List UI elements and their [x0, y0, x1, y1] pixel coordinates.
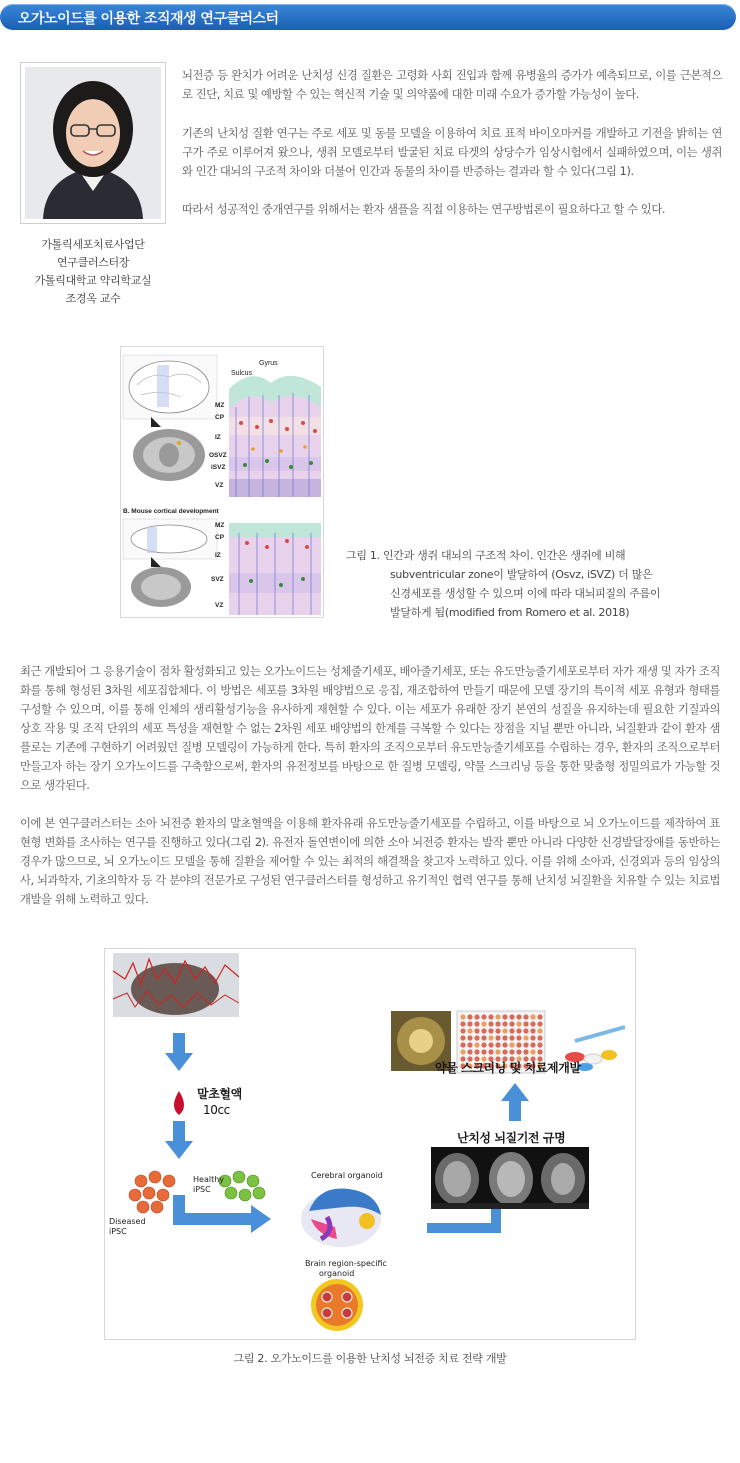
region-organoid-label-2: organoid: [319, 1269, 355, 1278]
figure-1-caption: [346, 546, 726, 622]
plate-well: [502, 1028, 507, 1033]
plate-well: [467, 1021, 472, 1026]
plate-well: [460, 1035, 465, 1040]
plate-well: [523, 1049, 528, 1054]
page-title: 오가노이드를 이용한 조직재생 연구클러스터: [18, 11, 279, 27]
plate-well: [474, 1042, 479, 1047]
blood-label: 말초혈액: [197, 1087, 242, 1101]
plate-well: [509, 1028, 514, 1033]
plate-well: [460, 1028, 465, 1033]
title-bar: [0, 4, 736, 30]
plate-well: [523, 1042, 528, 1047]
plate-well: [509, 1042, 514, 1047]
plate-well: [474, 1035, 479, 1040]
plate-well: [516, 1014, 521, 1019]
plate-well: [530, 1042, 535, 1047]
healthy-ipsc-label: iPSC: [193, 1185, 211, 1194]
layer-label: CP: [215, 534, 225, 541]
plate-well: [530, 1049, 535, 1054]
plate-well: [516, 1042, 521, 1047]
plate-well: [502, 1035, 507, 1040]
professor-photo: [20, 62, 166, 224]
healthy-label: Healthy: [193, 1175, 225, 1184]
layer-label: IZ: [215, 552, 221, 559]
plate-well: [488, 1028, 493, 1033]
plate-well: [467, 1014, 472, 1019]
plate-well: [495, 1021, 500, 1026]
plate-well: [481, 1049, 486, 1054]
plate-well: [495, 1028, 500, 1033]
plate-well: [530, 1021, 535, 1026]
plate-well: [509, 1021, 514, 1026]
plate-well: [502, 1021, 507, 1026]
person-dept: 가톨릭대학교 약리학교실: [34, 274, 152, 287]
plate-well: [488, 1021, 493, 1026]
body-paragraph-2: 이에 본 연구클러스터는 소아 뇌전증 환자의 말초혈액을 이용해 환자유래 유도만능줄기세포를 수립하고, 이를 바탕으로 뇌 오가노이드를 제작하여 표현형 변화를 조사하는 연구를 진행하고 있다(그림 2). 유전자 돌연변이에 의한 소아 뇌전증 환자는 발작 뿐만 아니라 다양한 신경발달장애를 동반하는 경우가 많으므로, 뇌 오가노이드 모델을 통해 질환을 제어할 수 있는 최적의 해결책을 찾고자 노력하고 있다. 이를 위해 소아과, 신경외과 등의 임상의사, 뇌과학자, 기초의학자 등 각 분야의 전문가로 구성된 연구클러스터를 형성하고 유기적인 협력 연구를 통해 난치성 뇌질환을 치유할 수 있는 치료법 개발을 위해 노력하고 있다.: [20, 817, 720, 906]
plate-well: [488, 1049, 493, 1054]
person-role: 연구클러스터장: [56, 256, 130, 269]
plate-well: [530, 1028, 535, 1033]
plate-well: [537, 1042, 542, 1047]
plate-well: [488, 1042, 493, 1047]
plate-well: [530, 1014, 535, 1019]
plate-well: [523, 1014, 528, 1019]
plate-well: [523, 1028, 528, 1033]
plate-well: [481, 1014, 486, 1019]
figure-1-image: [120, 346, 324, 618]
person-name: 조경옥 교수: [65, 292, 121, 305]
layer-label: OSVZ: [209, 452, 227, 459]
plate-well: [502, 1042, 507, 1047]
plate-well: [460, 1042, 465, 1047]
figure-2-caption: 그림 2. 오가노이드를 이용한 난치성 뇌전증 치료 전략 개발: [233, 1352, 507, 1365]
plate-well: [495, 1049, 500, 1054]
plate-well: [460, 1014, 465, 1019]
body-paragraph-1: 최근 개발되어 그 응용기술이 점차 활성화되고 있는 오가노이드는 성체줄기세포, 배아줄기세포, 또는 유도만능줄기세포로부터 자가 재생 및 자가 조직화를 통해 형성된 3차원 세포집합체다. 이 방법은 세포를 3차원 배양법으로 응집, 재조합하여 만들기 때문에 모델 장기의 특이적 세포 유형과 형태를 구성할 수 있으며, 이를 통해 인체의 생리활성기능을 유사하게 재현할 수 있다. 이는 세포가 유래한 장기 본연의 성질을 유지하는데 필요한 기질과의 상호 작용 및 조직 단위의 세포 특성을 재현할 수 없는 2차원 세포 배양법의 한계를 극복할 수 있다는 장점을 지닐 뿐만 아니라, 뇌질환과 같이 환자 샘플로는 기존에 구현하기 어려웠던 질병 모델링이 가능하게 한다. 특히 환자의 조직으로부터 유도만능줄기세포를 수립하는 경우, 환자의 조직으로부터 만들고자 하는 장기 오가노이드를 구축함으로써, 환자의 유전정보를 바탕으로 한 질병 모델링, 약물 스크리닝 등을 통한 맞춤형 정밀의료가 가능할 것으로 생각된다.: [20, 665, 720, 792]
plate-well: [523, 1021, 528, 1026]
plate-well: [467, 1049, 472, 1054]
layer-label: CP: [215, 414, 225, 421]
figure-2-image: [104, 948, 636, 1340]
plate-well: [509, 1049, 514, 1054]
plate-well: [523, 1035, 528, 1040]
plate-well: [516, 1021, 521, 1026]
caption-line: 신경세포를 생성할 수 있으며 이에 따라 대뇌피질의 주름이: [390, 587, 661, 600]
plate-well: [481, 1021, 486, 1026]
panel-b-title: B. Mouse cortical development: [123, 508, 219, 515]
intro-paragraph-2: 기존의 난치성 질환 연구는 주로 세포 및 동물 모델을 이용하여 치료 표적 바이오마커를 개발하고 기전을 밝히는 연구가 주로 이루어져 왔으나, 생쥐 모델로부터 발굴된 치료 타겟의 상당수가 임상시험에서 실패하였으며, 이는 생쥐와 인간 대뇌의 구조적 차이와 더불어 인간과 동물의 차이를 반증하는 결과라 할 수 있다(그림 1).: [182, 127, 722, 178]
mechanism-label: 난치성 뇌질기전 규명: [457, 1131, 566, 1145]
plate-well: [495, 1014, 500, 1019]
plate-well: [537, 1049, 542, 1054]
layer-label: VZ: [215, 482, 224, 489]
label-gyrus: Gyrus: [259, 360, 278, 367]
plate-well: [474, 1028, 479, 1033]
plate-well: [474, 1021, 479, 1026]
cerebral-organoid-label: Cerebral organoid: [311, 1171, 383, 1180]
plate-well: [509, 1014, 514, 1019]
plate-well: [460, 1021, 465, 1026]
caption-line: 발달하게 됨(modified from Romero et al. 2018): [390, 606, 630, 619]
screening-label: 약물 스크리닝 및 치료제개발: [435, 1061, 581, 1075]
plate-well: [488, 1035, 493, 1040]
plate-well: [467, 1035, 472, 1040]
blood-volume: 10cc: [203, 1103, 230, 1117]
layer-label: IZ: [215, 434, 221, 441]
plate-well: [516, 1035, 521, 1040]
diseased-ipsc-label: iPSC: [109, 1227, 127, 1236]
plate-well: [502, 1049, 507, 1054]
intro-paragraph-3: 따라서 성공적인 중개연구를 위해서는 환자 샘플을 직접 이용하는 연구방법론이 필요하다고 할 수 있다.: [182, 203, 666, 216]
layer-label: VZ: [215, 602, 224, 609]
plate-well: [474, 1049, 479, 1054]
diseased-label: Diseased: [109, 1217, 146, 1226]
plate-well: [488, 1014, 493, 1019]
layer-label: MZ: [215, 402, 225, 409]
plate-well: [516, 1049, 521, 1054]
plate-well: [537, 1028, 542, 1033]
caption-line: 그림 1. 인간과 생쥐 대뇌의 구조적 차이. 인간은 생쥐에 비해: [346, 549, 626, 562]
layer-label: MZ: [215, 522, 225, 529]
plate-well: [516, 1028, 521, 1033]
plate-well: [537, 1035, 542, 1040]
plate-well: [467, 1042, 472, 1047]
person-org: 가톨릭세포치료사업단: [41, 238, 145, 251]
plate-well: [481, 1035, 486, 1040]
intro-paragraph-1: 뇌전증 등 완치가 어려운 난치성 신경 질환은 고령화 사회 진입과 함께 유병율의 증가가 예측되므로, 이를 근본적으로 진단, 치료 및 예방할 수 있는 혁신적 기술 및 의약품에 대한 미래 수요가 증가할 가능성이 높다.: [182, 69, 722, 101]
plate-well: [474, 1014, 479, 1019]
layer-label: iSVZ: [211, 464, 226, 471]
plate-well: [537, 1014, 542, 1019]
plate-well: [481, 1042, 486, 1047]
layer-label: SVZ: [211, 576, 224, 583]
caption-line: subventricular zone이 발달하여 (Osvz, iSVZ) 더 많은: [390, 568, 653, 581]
plate-well: [481, 1028, 486, 1033]
plate-well: [495, 1035, 500, 1040]
person-caption: [20, 236, 166, 308]
plate-well: [509, 1035, 514, 1040]
plate-well: [502, 1014, 507, 1019]
plate-well: [495, 1042, 500, 1047]
plate-well: [467, 1028, 472, 1033]
plate-well: [537, 1021, 542, 1026]
plate-well: [530, 1035, 535, 1040]
plate-well: [460, 1049, 465, 1054]
region-organoid-label-1: Brain region-specific: [305, 1259, 387, 1268]
label-sulcus: Sulcus: [231, 370, 253, 377]
